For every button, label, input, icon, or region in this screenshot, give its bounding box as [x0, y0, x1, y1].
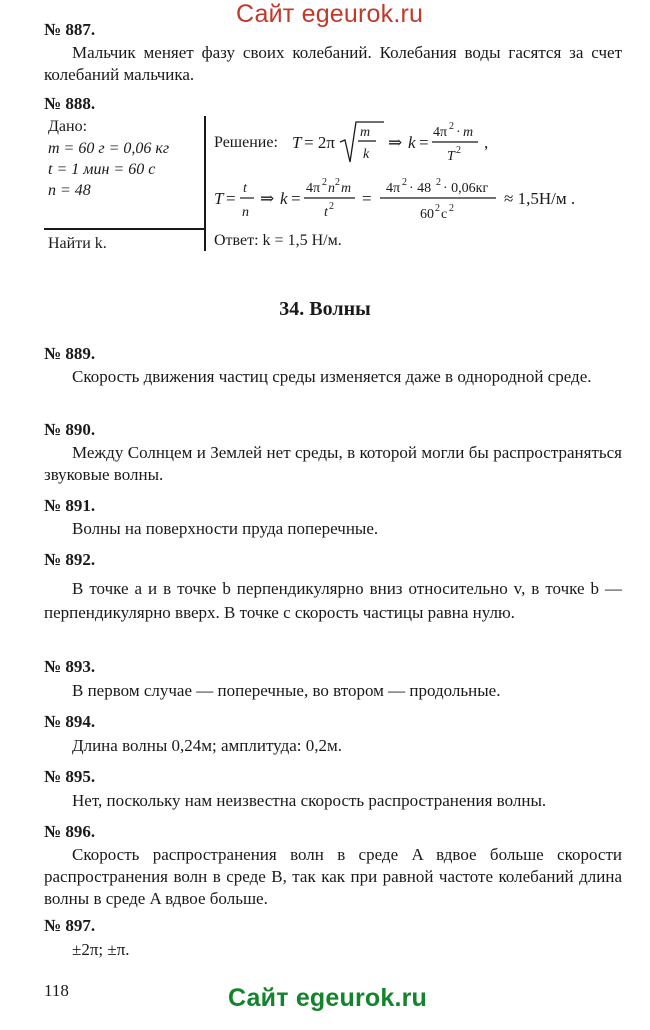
problem-text-892: В точке a и в точке b перпендикулярно вниз относительно v, в точке b — перпендикулярно вверх. В точке c скорость частицы равна нулю.	[44, 579, 622, 622]
site-watermark-top[interactable]: Сайт egeurok.ru	[236, 0, 424, 28]
svg-text:60: 60	[420, 207, 434, 222]
svg-text:2: 2	[335, 177, 340, 188]
problem-number-893: № 893.	[44, 657, 96, 676]
solution-divider-horizontal	[44, 228, 206, 230]
svg-text:2: 2	[436, 177, 441, 188]
problem-number-887: № 887.	[44, 20, 96, 39]
problem-text-890: Между Солнцем и Землей нет среды, в которой могли бы распространяться звуковые волны.	[44, 443, 622, 484]
problem-number-889: № 889.	[44, 344, 96, 363]
problem-text-895: Нет, поскольку нам неизвестна скорость распространения волны.	[72, 791, 547, 810]
problem-number-895: № 895.	[44, 767, 96, 786]
svg-text:=: =	[419, 133, 429, 152]
formula-period	[292, 116, 522, 174]
site-watermark-bottom[interactable]: Сайт egeurok.ru	[228, 984, 428, 1012]
answer-888: Ответ: k = 1,5 Н/м.	[214, 232, 342, 249]
formula-stiffness	[214, 176, 624, 228]
svg-text:·: ·	[456, 125, 461, 140]
svg-text:2: 2	[402, 177, 407, 188]
given-count: n = 48	[48, 182, 91, 199]
given-label: Дано:	[48, 118, 88, 135]
svg-text:4π: 4π	[386, 181, 401, 196]
solution-divider-vertical	[204, 116, 206, 251]
svg-text:≈ 1,5Н/м .: ≈ 1,5Н/м .	[504, 189, 576, 208]
problem-number-892: № 892.	[44, 550, 96, 569]
problem-text-887: Мальчик меняет фазу своих колебаний. Колебания воды гасятся за счет колебаний мальчика.	[44, 43, 622, 84]
svg-text:=: =	[226, 189, 236, 208]
problem-number-890: № 890.	[44, 420, 96, 439]
problem-text-897: ±2π; ±π.	[72, 940, 130, 959]
problem-text-896: Скорость распространения волн в среде A вдвое больше скорости распространения волн в среде B, так как при равной частоте колебаний длина волны в среде A вдвое больше.	[44, 845, 622, 908]
svg-text:,: ,	[484, 133, 489, 152]
problem-text-891: Волны на поверхности пруда поперечные.	[72, 519, 379, 538]
svg-text:t: t	[324, 205, 328, 220]
page-number: 118	[44, 981, 69, 1000]
find-label: Найти k.	[48, 235, 107, 252]
given-time: t = 1 мин = 60 с	[48, 161, 156, 178]
svg-text:k: k	[363, 147, 370, 162]
svg-text:2: 2	[449, 203, 454, 214]
problem-number-891: № 891.	[44, 496, 96, 515]
section-title: 34. Волны	[279, 298, 371, 320]
problem-number-894: № 894.	[44, 712, 96, 731]
problem-text-894: Длина волны 0,24м; амплитуда: 0,2м.	[72, 736, 343, 755]
problem-number-897: № 897.	[44, 916, 96, 935]
svg-text:= 2π: = 2π	[304, 133, 335, 152]
svg-text:k: k	[408, 133, 416, 152]
svg-text:4π: 4π	[306, 181, 321, 196]
svg-text:n: n	[328, 181, 335, 196]
svg-text:с: с	[441, 207, 448, 222]
svg-text:t: t	[243, 181, 247, 196]
svg-text:m: m	[360, 125, 371, 140]
svg-text:T: T	[447, 149, 455, 164]
problem-number-888: № 888.	[44, 94, 96, 113]
svg-text:2: 2	[329, 201, 334, 212]
svg-text:2: 2	[449, 121, 454, 132]
svg-text:2: 2	[322, 177, 327, 188]
solution-label: Решение:	[214, 134, 278, 151]
problem-text-893: В первом случае — поперечные, во втором — продольные.	[72, 681, 501, 700]
svg-text:=: =	[362, 189, 372, 208]
svg-text:⇒: ⇒	[388, 133, 403, 152]
svg-text:4π: 4π	[433, 125, 448, 140]
svg-text:⇒: ⇒	[260, 189, 275, 208]
problem-text-889: Скорость движения частиц среды изменяется даже в однородной среде.	[72, 367, 592, 386]
svg-text:=: =	[291, 189, 301, 208]
svg-text:· 48: · 48	[409, 181, 432, 196]
svg-text:m: m	[463, 125, 474, 140]
svg-text:T: T	[292, 133, 302, 152]
svg-text:n: n	[242, 205, 249, 220]
svg-text:2: 2	[456, 145, 461, 156]
svg-text:m: m	[341, 181, 352, 196]
svg-text:k: k	[280, 189, 288, 208]
svg-text:T: T	[214, 189, 224, 208]
svg-text:2: 2	[435, 203, 440, 214]
svg-text:· 0,06кг: · 0,06кг	[443, 181, 489, 196]
problem-number-896: № 896.	[44, 822, 96, 841]
given-mass: m = 60 г = 0,06 кг	[48, 140, 170, 157]
